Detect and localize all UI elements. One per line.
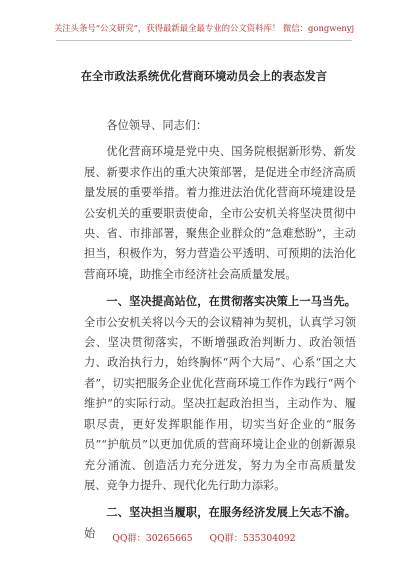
page-footer [0, 530, 408, 544]
document-body [84, 116, 356, 544]
intro-paragraph: 优化营商环境是党中央、国务院根据新形势、新发展、新要求作出的重大决策部署，是促进全市经济高质量发展的重要举措。着力推进法治优化营商环境建设是公安机关的重要职责使命，全市公安机关将坚决贯彻中央、省、市排部署，聚焦企业群众的“急难愁盼”，主动担当，积极作为，努力营造公平透明、可预期的法治化营商环境，助推全市经济社会高质量发展。 [84, 145, 356, 281]
page-header: 关注头条号“公文研究”，获得最新最全最专业的公文资料库！ 微信：gongwenyj [53, 23, 355, 33]
footer-qq-group-2: QQ群：535304092 [209, 533, 296, 544]
section-1-body: 全市公安机关将以今天的会议精神为契机，认真学习领会、坚决贯彻落实，不断增强政治判断力、政治领悟力、政治执行力，始终胸怀“两个大局”、心系“国之大者”，切实把服务企业优化营商环境工作作为践行“两个维护”的实际行动。坚决扛起政治担当，主动作为、履职尽责，更好发挥职能作用，切实当好企业的“服务员”“护航员”以更加优质的营商环境让企业的创新源泉充分涌流、创造活力充分迸发，努力为全市高质量发展、竞争力提升、现代化先行助力添彩。 [84, 315, 356, 492]
section-2-heading: 二、坚决担当履职，在服务经济发展上矢志不渝。 [106, 505, 356, 520]
header-divider [56, 40, 352, 41]
salutation: 各位领导、同志们： [106, 119, 208, 132]
section-1-heading: 一、坚决提高站位，在贯彻落实决策上一马当先。 [106, 294, 356, 309]
footer-qq-group-1: QQ群：30265665 [112, 533, 193, 544]
section-1-paragraph [84, 291, 356, 496]
section-2-body: 始 [84, 526, 96, 540]
document-title: 在全市政法系统优化营商环境动员会上的表态发言 [80, 69, 328, 83]
